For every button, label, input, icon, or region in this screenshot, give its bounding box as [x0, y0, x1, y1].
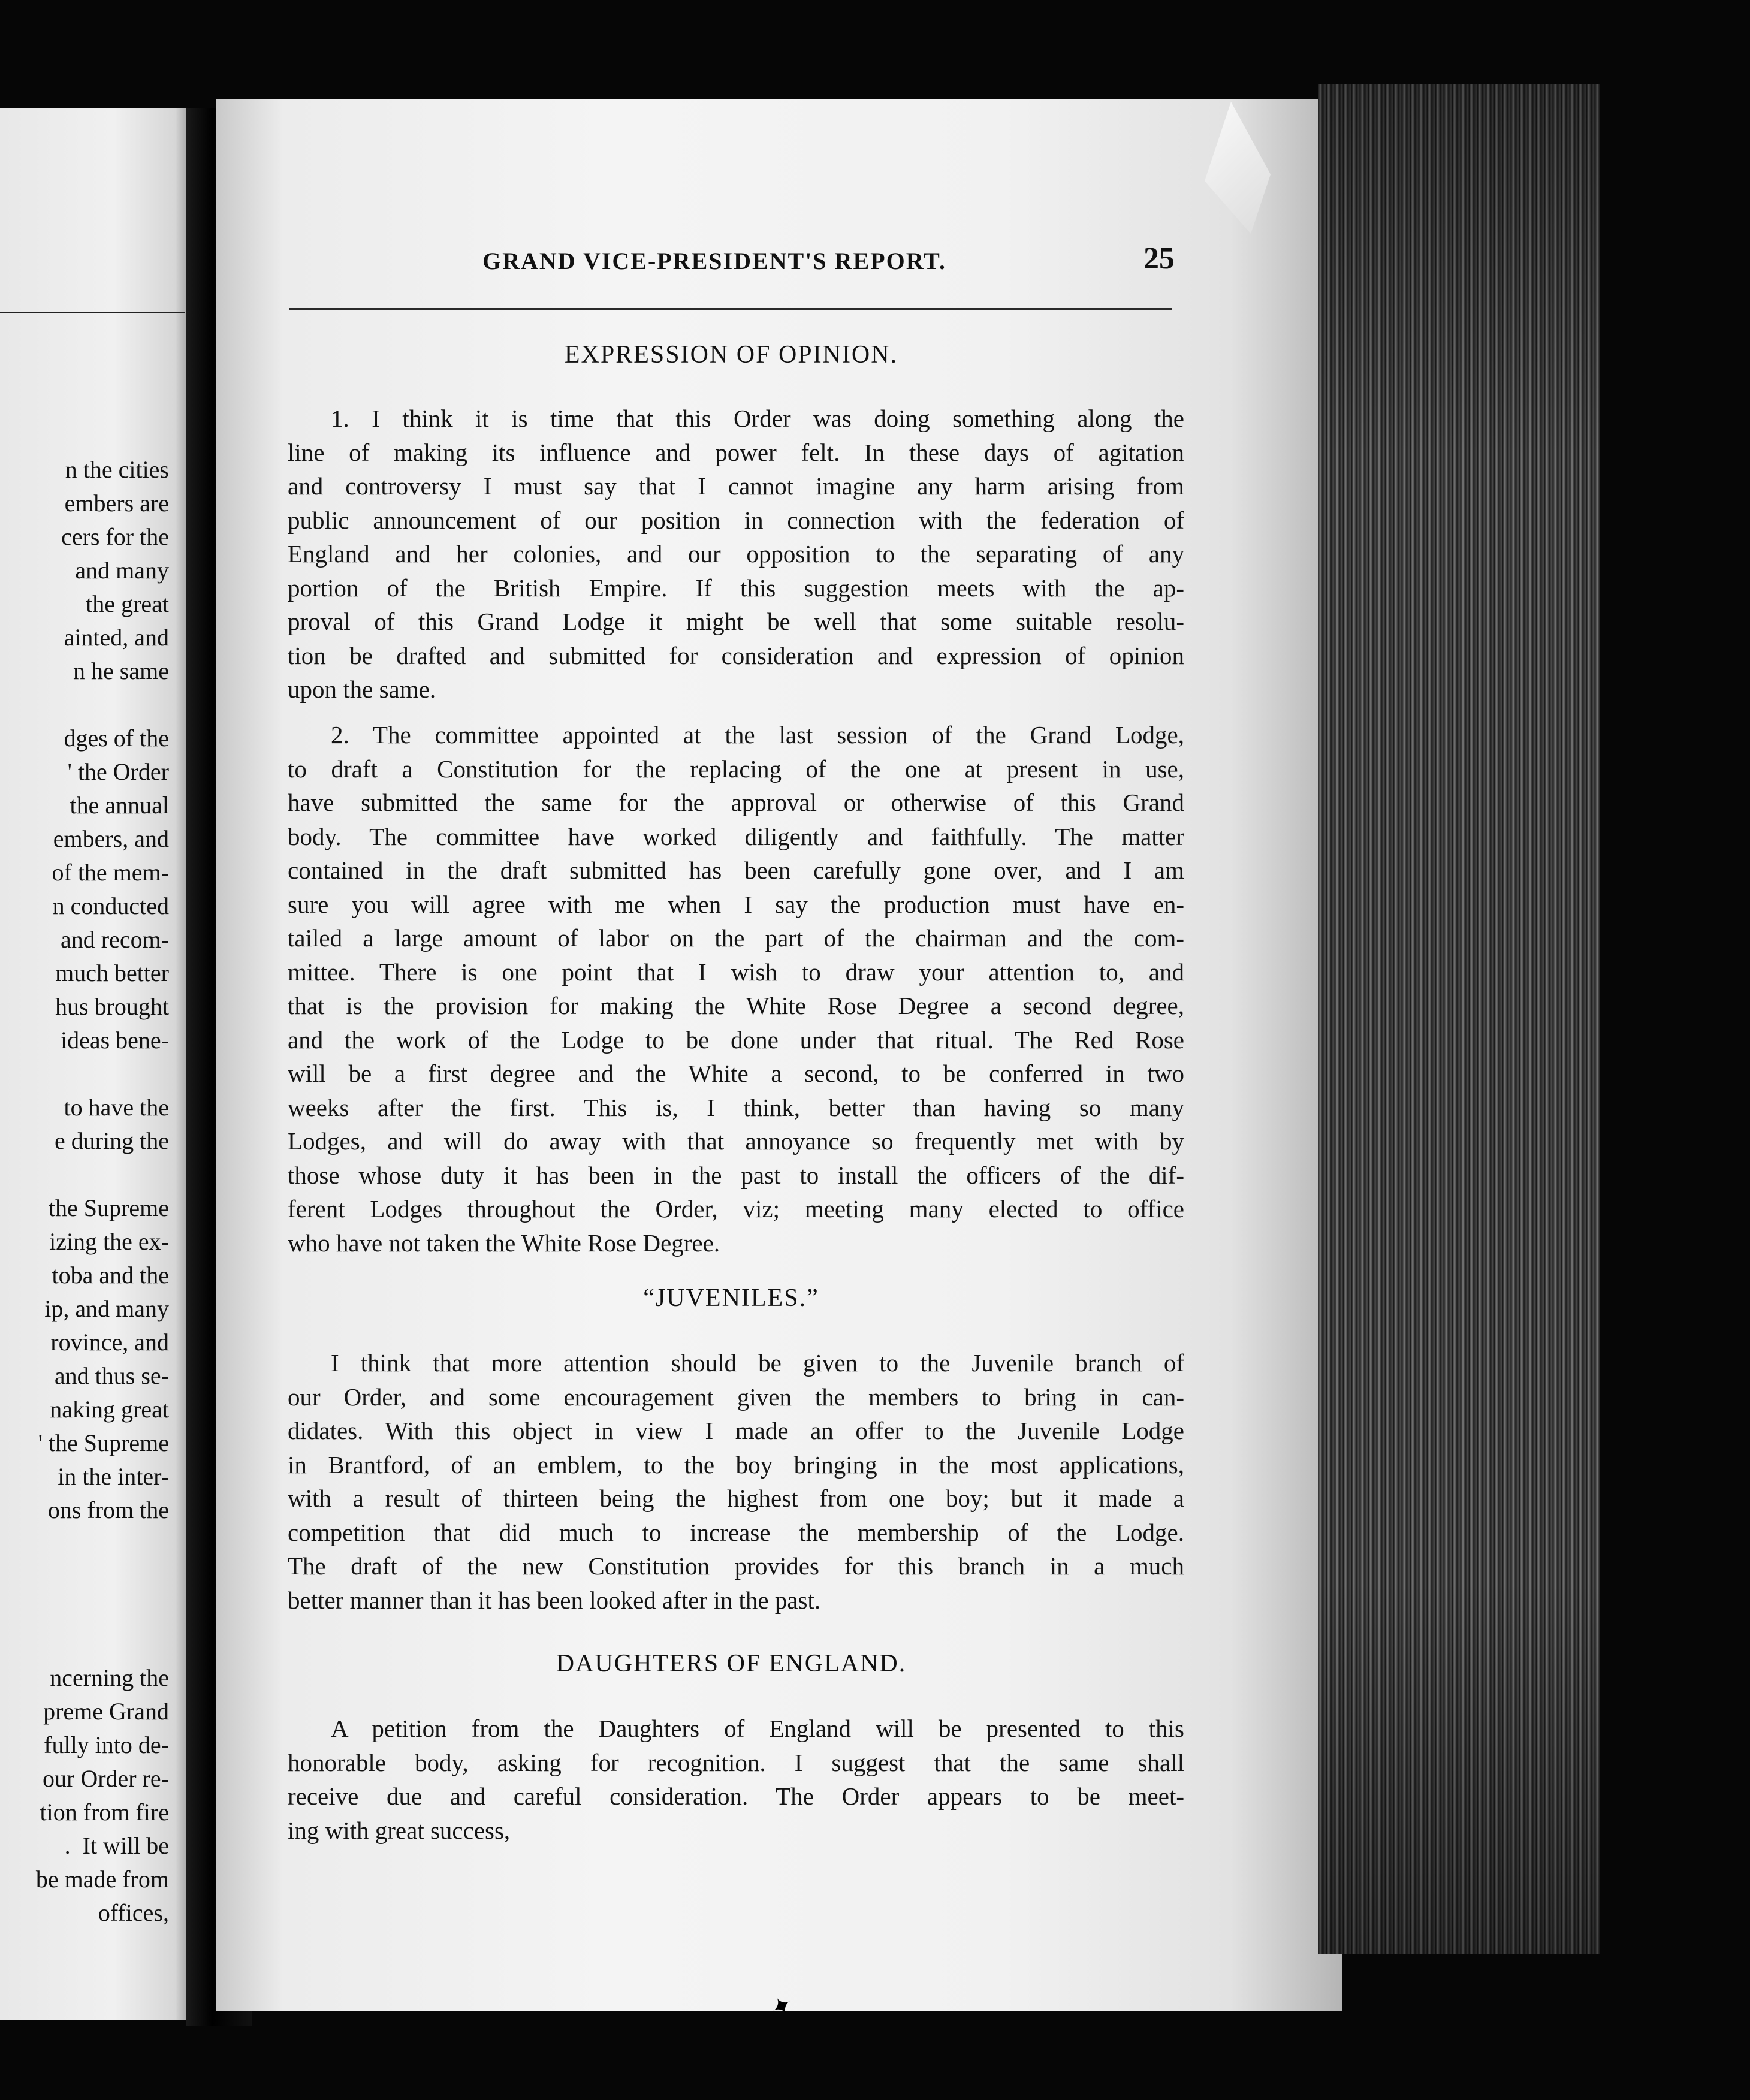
text-line: and the work of the Lodge to be done under that ritual. The Red Rose	[288, 1025, 1184, 1054]
left-page-line: and recom-	[54, 926, 169, 953]
scan-speck: ✦	[766, 1990, 798, 2024]
left-facing-page	[0, 108, 191, 2020]
text-line: who have not taken the White Rose Degree.	[288, 1229, 720, 1257]
left-page-line: ' the Order	[67, 758, 169, 785]
text-line: to draft a Constitution for the replacing of the one at present in use,	[288, 755, 1184, 783]
text-line: and controversy I must say that I cannot imagine any harm arising from	[288, 472, 1184, 500]
left-page-line: our Order re-	[43, 1765, 169, 1792]
left-page-line: e during the	[54, 1127, 169, 1154]
text-line: competition that did much to increase the membership of the Lodge.	[288, 1518, 1184, 1546]
text-line: our Order, and some encouragement given the members to bring in can-	[288, 1383, 1184, 1411]
left-page-text	[0, 453, 169, 1930]
text-line: portion of the British Empire. If this suggestion meets with the ap-	[288, 574, 1184, 602]
left-page-line: to have the	[58, 1094, 169, 1121]
text-line: upon the same.	[288, 675, 436, 703]
left-page-line: the annual	[64, 792, 169, 819]
text-line: tion be drafted and submitted for consideration and expression of opinion	[288, 641, 1184, 669]
text-line: England and her colonies, and our opposition to the separating of any	[288, 540, 1184, 568]
left-page-line	[0, 1561, 169, 1594]
left-page-line: ainted, and	[64, 624, 169, 651]
paragraph-daughters	[288, 1712, 1184, 1847]
text-line: public announcement of our position in connection with the federation of	[288, 506, 1184, 534]
left-page-line: ideas bene-	[54, 1027, 169, 1054]
text-line: body. The committee have worked diligently and faithfully. The matter	[288, 822, 1184, 850]
left-page-line: izing the ex-	[49, 1228, 169, 1255]
left-page-line: cers for the	[61, 523, 169, 550]
left-page-line	[0, 1527, 169, 1561]
text-line: 2. The committee appointed at the last session of the Grand Lodge,	[331, 721, 1184, 749]
left-page-line: be made from	[35, 1866, 169, 1893]
paragraph-1	[288, 402, 1184, 707]
paragraph-2	[288, 718, 1184, 1260]
left-page-line: tion from fire	[40, 1799, 169, 1826]
text-line: better manner than it has been looked after in the past.	[288, 1586, 821, 1614]
running-head	[288, 240, 1175, 282]
text-line: 1. I think it is time that this Order was doing something along the	[331, 405, 1184, 432]
text-line: Lodges, and will do away with that annoyance so frequently met with by	[288, 1127, 1184, 1155]
left-page-line: ncerning the	[50, 1664, 169, 1691]
heading-expression-of-opinion: EXPRESSION OF OPINION.	[564, 341, 898, 369]
left-page-line: n the cities	[65, 456, 169, 483]
running-head-rule	[289, 308, 1172, 310]
left-page-line: embers, and	[53, 825, 169, 852]
text-line: receive due and careful consideration. The Order appears to be meet-	[288, 1782, 1184, 1810]
left-page-line: ' the Supreme	[38, 1429, 169, 1456]
page-block-edge	[1318, 84, 1600, 1954]
left-page-line: ip, and many	[44, 1295, 169, 1322]
left-page-line: n he same	[73, 657, 169, 684]
left-page-line	[0, 1057, 169, 1091]
left-page-line: embers are	[64, 490, 169, 517]
left-page-line: of the mem-	[52, 859, 169, 886]
left-page-line	[0, 688, 169, 722]
text-line: in Brantford, of an emblem, to the boy bringing in the most applications,	[288, 1450, 1184, 1479]
paragraph-juveniles	[288, 1346, 1184, 1617]
left-page-line: n conducted	[52, 892, 169, 919]
page-number: 25	[1143, 242, 1175, 276]
text-line: tailed a large amount of labor on the part of the chairman and the com-	[288, 924, 1184, 952]
left-page-line: and thus se-	[48, 1362, 169, 1389]
left-page-line: hus brought	[55, 993, 169, 1020]
left-page-line: offices,	[98, 1899, 169, 1926]
text-line: that is the provision for making the White Rose Degree a second degree,	[288, 992, 1184, 1019]
text-line: honorable body, asking for recognition. I suggest that the same shall	[288, 1748, 1184, 1776]
text-line: ing with great success,	[288, 1816, 511, 1844]
left-page-line: . It will be	[64, 1832, 169, 1859]
left-page-line: in the inter-	[52, 1463, 169, 1490]
text-line: sure you will agree with me when I say the production must have en-	[288, 890, 1184, 918]
left-page-line: toba and the	[52, 1262, 169, 1289]
left-page-line: rovince, and	[50, 1329, 169, 1356]
text-line: contained in the draft submitted has been carefully gone over, and I am	[288, 856, 1184, 884]
text-line: mittee. There is one point that I wish to draw your attention to, and	[288, 958, 1184, 986]
left-page-line: dges of the	[64, 725, 169, 752]
left-page-line: naking great	[50, 1396, 169, 1423]
left-page-line	[0, 1594, 169, 1628]
text-line: A petition from the Daughters of England will be presented to this	[331, 1715, 1184, 1742]
left-page-line: much better	[49, 960, 169, 986]
text-line: I think that more attention should be given to the Juvenile branch of	[331, 1349, 1184, 1377]
text-line: will be a first degree and the White a second, to be conferred in two	[288, 1060, 1184, 1087]
text-line: proval of this Grand Lodge it might be well that some suitable resolu-	[288, 608, 1184, 635]
left-page-line	[0, 1628, 169, 1661]
text-line: ferent Lodges throughout the Order, viz; meeting many elected to office	[288, 1195, 1184, 1223]
left-page-line: ons from the	[47, 1496, 169, 1523]
text-line: with a result of thirteen being the highest from one boy; but it made a	[288, 1485, 1184, 1512]
left-page-line: preme Grand	[43, 1698, 169, 1725]
text-line: have submitted the same for the approval or otherwise of this Grand	[288, 789, 1184, 816]
heading-juveniles: “JUVENILES.”	[643, 1284, 819, 1312]
text-line: didates. With this object in view I made an offer to the Juvenile Lodge	[288, 1417, 1184, 1444]
running-head-title: GRAND VICE-PRESIDENT'S REPORT.	[482, 248, 946, 274]
left-page-line	[0, 1158, 169, 1191]
text-line: those whose duty it has been in the past to install the officers of the dif-	[288, 1161, 1184, 1189]
text-line: The draft of the new Constitution provides for this branch in a much	[288, 1552, 1184, 1580]
heading-daughters-of-england: DAUGHTERS OF ENGLAND.	[556, 1650, 907, 1677]
left-head-rule	[0, 312, 185, 313]
left-page-line: the Supreme	[48, 1194, 169, 1221]
left-page-line: fully into de-	[44, 1731, 169, 1758]
text-line: line of making its influence and power felt. In these days of agitation	[288, 438, 1184, 466]
left-page-line: the great	[80, 590, 169, 617]
text-line: weeks after the first. This is, I think, better than having so many	[288, 1093, 1184, 1121]
left-page-line: and many	[69, 557, 169, 584]
